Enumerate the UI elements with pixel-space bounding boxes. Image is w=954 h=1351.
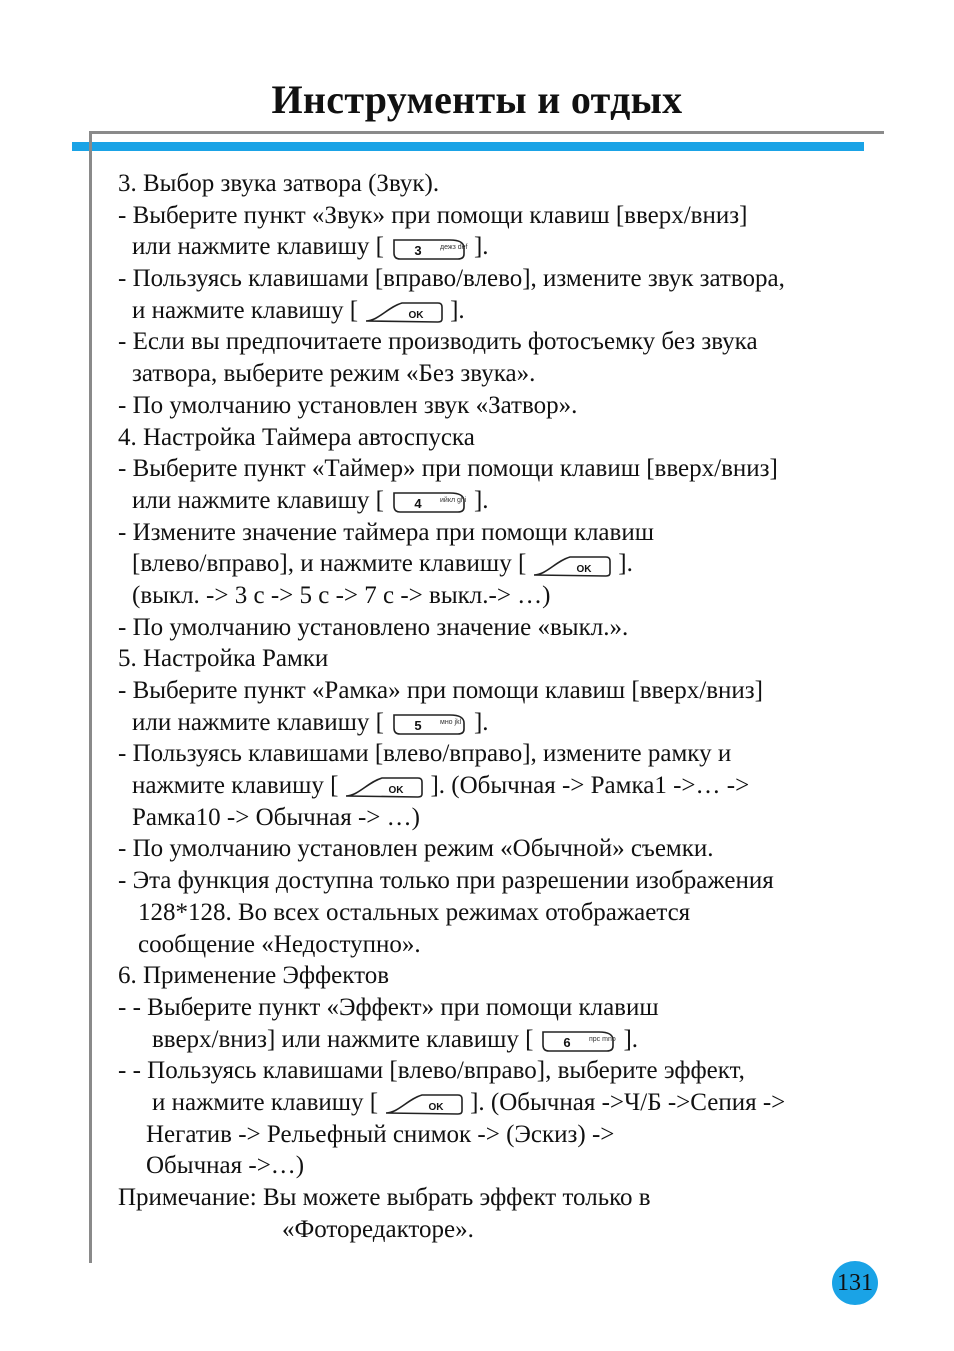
- line-text: - - Выберите пункт «Эффект» при помощи клавиш: [118, 993, 659, 1021]
- line-text: ]. (Обычная ->Ч/Б ->Сепия ->: [470, 1088, 786, 1116]
- text-line: [118, 1055, 908, 1087]
- text-line: [118, 833, 908, 865]
- text-line: [118, 453, 908, 485]
- ok-key-icon: [384, 1091, 464, 1117]
- line-text: - Выберите пункт «Звук» при помощи клавиш [вверх/вниз]: [118, 201, 748, 229]
- key-label: 3: [414, 242, 422, 258]
- line-text: (выкл. -> 3 с -> 5 с -> 7 с -> выкл.-> …): [132, 581, 551, 609]
- text-line: [118, 770, 908, 802]
- text-line: [118, 929, 908, 961]
- key-sublabel: ийкл ghi: [439, 497, 467, 505]
- line-text: 3. Выбор звука затвора (Звук).: [118, 170, 440, 197]
- key-label: OK: [388, 785, 404, 797]
- page-number-badge: [832, 1261, 878, 1305]
- text-line: [118, 897, 908, 929]
- text-line: [118, 200, 908, 232]
- page-body: [118, 168, 908, 1245]
- line-text: - - Пользуясь клавишами [влево/вправо], выберите эффект,: [118, 1057, 745, 1085]
- ok-key-icon: [532, 553, 612, 579]
- line-text: ].: [623, 1025, 639, 1053]
- line-text: ].: [473, 233, 489, 261]
- line-text: или нажмите клавишу [: [132, 233, 384, 261]
- line-text: и нажмите клавишу [: [152, 1088, 379, 1116]
- line-text: - Выберите пункт «Таймер» при помощи клавиш [вверх/вниз]: [118, 455, 778, 483]
- line-text: - Эта функция доступна только при разрешении изображения: [118, 867, 774, 895]
- ok-key-icon: [344, 774, 424, 800]
- line-text: 4. Настройка Таймера автоспуска: [118, 423, 475, 451]
- key-label: 4: [414, 496, 422, 512]
- text-line: [118, 580, 908, 612]
- line-text: - Пользуясь клавишами [влево/вправо], измените рамку и: [118, 740, 732, 768]
- text-line: [118, 1214, 908, 1246]
- text-line: [118, 231, 908, 263]
- text-line: [118, 358, 908, 390]
- text-line: [118, 738, 908, 770]
- text-line: [118, 1150, 908, 1182]
- text-line: [118, 295, 908, 327]
- text-line: [118, 1119, 908, 1151]
- line-text: затвора, выберите режим «Без звука».: [132, 360, 536, 388]
- text-line: [118, 326, 908, 358]
- line-text: или нажмите клавишу [: [132, 486, 384, 514]
- left-margin-rule: [89, 131, 92, 1263]
- line-text: ].: [473, 708, 489, 736]
- line-text: нажмите клавишу [: [132, 772, 339, 800]
- line-text: - По умолчанию установлен режим «Обычной» съемки.: [118, 835, 714, 863]
- line-text: - Если вы предпочитаете производить фотосъемку без звука: [118, 328, 758, 356]
- text-line: [118, 992, 908, 1024]
- key-label: 6: [563, 1034, 572, 1050]
- line-text: 6. Применение Эффектов: [118, 962, 389, 990]
- key-sublabel: дежз def: [439, 243, 468, 251]
- line-text: - По умолчанию установлено значение «выкл.».: [118, 613, 629, 641]
- key-sublabel: прс mno: [589, 1035, 617, 1043]
- line-text: Примечание: Вы можете выбрать эффект только в: [118, 1184, 651, 1211]
- text-line: [118, 643, 908, 675]
- text-line: [118, 1182, 908, 1214]
- text-line: [118, 168, 908, 200]
- line-text: - Выберите пункт «Рамка» при помощи клавиш [вверх/вниз]: [118, 677, 763, 704]
- text-line: [118, 390, 908, 422]
- line-text: вверх/вниз] или нажмите клавишу [: [152, 1025, 534, 1053]
- text-line: [118, 422, 908, 454]
- text-line: [118, 707, 908, 739]
- ok-key-icon: [364, 299, 444, 325]
- line-text: - Пользуясь клавишами [вправо/влево], измените звук затвора,: [118, 265, 785, 293]
- line-text: 128*128. Во всех остальных режимах отображается: [138, 898, 691, 926]
- line-text: «Фоторедакторе».: [282, 1215, 474, 1243]
- line-text: ].: [618, 550, 633, 578]
- page-number: 131: [837, 1269, 873, 1296]
- key-4-icon: [390, 489, 468, 515]
- key-label: 5: [414, 717, 422, 733]
- text-line: [118, 485, 908, 517]
- key-6-icon: [539, 1028, 617, 1054]
- key-label: OK: [428, 1102, 444, 1114]
- line-text: - Измените значение таймера при помощи клавиш: [118, 518, 654, 546]
- key-3-icon: [390, 236, 468, 262]
- line-text: или нажмите клавишу [: [132, 708, 384, 736]
- line-text: - По умолчанию установлен звук «Затвор».: [118, 391, 578, 419]
- text-line: [118, 675, 908, 707]
- text-line: [118, 865, 908, 897]
- header-rule-gray: [90, 131, 884, 134]
- key-sublabel: мно jkl: [439, 718, 462, 726]
- page-title: Инструменты и отдых: [271, 77, 683, 122]
- line-text: и нажмите клавишу [: [132, 296, 359, 324]
- line-text: Рамка10 -> Обычная -> …): [132, 803, 420, 831]
- text-line: [118, 612, 908, 644]
- line-text: Обычная ->…): [146, 1152, 305, 1180]
- text-line: [118, 517, 908, 549]
- line-text: ].: [473, 486, 489, 514]
- line-text: Негатив -> Рельефный снимок -> (Эскиз) ->: [146, 1120, 615, 1148]
- key-label: OK: [408, 310, 424, 322]
- line-text: 5. Настройка Рамки: [118, 645, 329, 673]
- text-line: [118, 1024, 908, 1056]
- line-text: ]. (Обычная -> Рамка1 ->… ->: [430, 772, 750, 800]
- header-rule-blue: [72, 142, 864, 151]
- text-line: [118, 1087, 908, 1119]
- key-5-icon: [390, 711, 468, 737]
- key-label: OK: [576, 563, 592, 575]
- line-text: сообщение «Недоступно».: [138, 930, 421, 958]
- text-line: [118, 960, 908, 992]
- text-line: [118, 802, 908, 834]
- text-line: [118, 548, 908, 580]
- text-line: [118, 263, 908, 295]
- line-text: [влево/вправо], и нажмите клавишу [: [132, 550, 527, 578]
- line-text: ].: [450, 296, 465, 324]
